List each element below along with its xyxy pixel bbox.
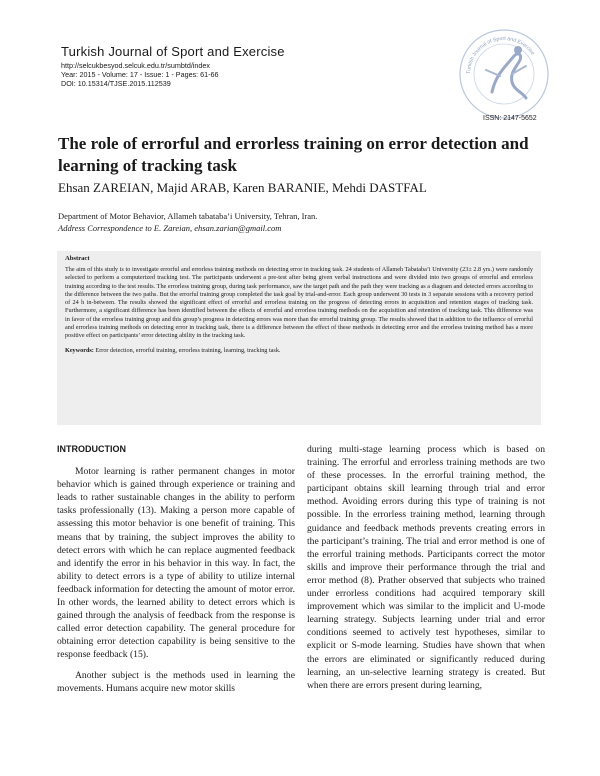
abstract-box	[57, 251, 541, 425]
abstract-text: The aim of this study is to investigate errorful and errorless training methods on detecting error in tracking task. 24 students of Allameh Tabataba’i University (23± 2.8 yrs.) were randomly selected to perform a computerized tracking test. The participants underwent a pre-test after being given verbal instructions and were divided into two groups of errorful and errorless training according to the test results. The errorless training group, during task performance, saw the target path and the path they were tracking as a diagram and detected errors according to the difference between the two paths. But the errorful training group completed the task goal by trial-and-error. Each group underwent 30 tests in 3 separate sessions with a recovery period of 24 h in-between. The results showed the significant effect of errorful and errorless training on the progress of detecting errors in acquisition and retention stages of tracking task. Furthermore, a significant difference has been identified between the effects of errorful and errorless training methods on the acquisition and retention of tracking task. This difference was in favor of the errorless training group and this group’s progress in detecting errors was more than the errorful training group. The results showed that in addition to the influence of errorful and errorless training methods on detecting error in tracking task, there is a difference between the effect of these methods in detecting error and the errorless training method has a more positive effect on participants’ error detecting ability in the tracking task.	[65, 266, 533, 340]
journal-url[interactable]: http://selcukbesyod.selcuk.edu.tr/sumbtd/index	[61, 61, 211, 70]
article-title: The role of errorful and errorless training on error detection and learning of tracking task	[58, 134, 529, 175]
athlete-figure-icon	[492, 54, 526, 98]
journal-name: Turkish Journal of Sport and Exercise	[61, 44, 285, 59]
paragraph: Another subject is the methods used in learning the movements. Humans acquire new motor skills	[57, 669, 295, 694]
journal-seal-icon	[456, 26, 552, 122]
affiliation: Department of Motor Behavior, Allameh tabataba’i University, Tehran, Iran.	[58, 211, 318, 221]
authors: Ehsan ZAREIAN, Majid ARAB, Karen BARANIE, Mehdi DASTFAL	[58, 180, 427, 195]
correspondence: Address Correspondence to E. Zareian, ehsan.zarian@gmail.com	[58, 223, 282, 233]
abstract-heading: Abstract	[65, 255, 90, 262]
seal-text: Turkish Journal of Sport and Exercise	[465, 36, 536, 75]
right-column	[307, 443, 545, 699]
keywords-label: Keywords:	[65, 346, 94, 354]
issn: ISSN: 2147-5652	[483, 115, 537, 122]
left-column	[57, 443, 295, 702]
athlete-head-icon	[514, 46, 522, 54]
paragraph: during multi-stage learning process which is based on training. The errorful and errorless training methods are two of these processes. In the errorful training method, the participant obtains skill learning through trial and error method. Avoiding errors during this type of training is not possible. In the errorless training method, learning through guidance and feedback methods prevents creating errors in the participant’s training. The trial and error method is one of the errorful training methods. Participants correct the motor skills and improve their performance through the trial and error method (8). Prather observed that subjects who trained under errorless conditions had acquired temporary skill improvement which was similar to the implicit and U-mode learning strategy. Subjects learning under trial and error conditions seemed to actively test hypotheses, similar to explicit or S-mode learning. Studies have shown that when the errors are eliminated or significantly reduced during learning, an un-selective learning strategy is created. But when there are errors present during learning,	[307, 444, 545, 691]
paragraph: Motor learning is rather permanent changes in motor behavior which is gained through experience or training and leads to rather sustainable changes in the ability to perform tasks professionally (13). Making a person more capable of assessing this motor behavior is one benefit of training. This means that by training, the subject improves the ability to detect errors with which he can replace augmented feedback and identify the error in his behavior in this way. In fact, the ability to detect errors is a type of ability to utilize internal feedback information for detecting the amount of motor error. In other words, the learned ability to detect errors which is gained through the analysis of feedback from the response is called error detection capability. The general procedure for obtaining error detection capability is being sensitive to the response feedback (15).	[57, 466, 295, 661]
keywords	[65, 347, 533, 354]
keywords-list: Error detection, errorful training, errorless training, learning, tracking task.	[95, 346, 281, 354]
doi[interactable]: DOI: 10.15314/TJSE.2015.112539	[61, 79, 171, 88]
section-heading-introduction: INTRODUCTION	[57, 444, 126, 454]
issue-info: Year: 2015 - Volume: 17 - Issue: 1 - Pages: 61-66	[61, 70, 219, 79]
